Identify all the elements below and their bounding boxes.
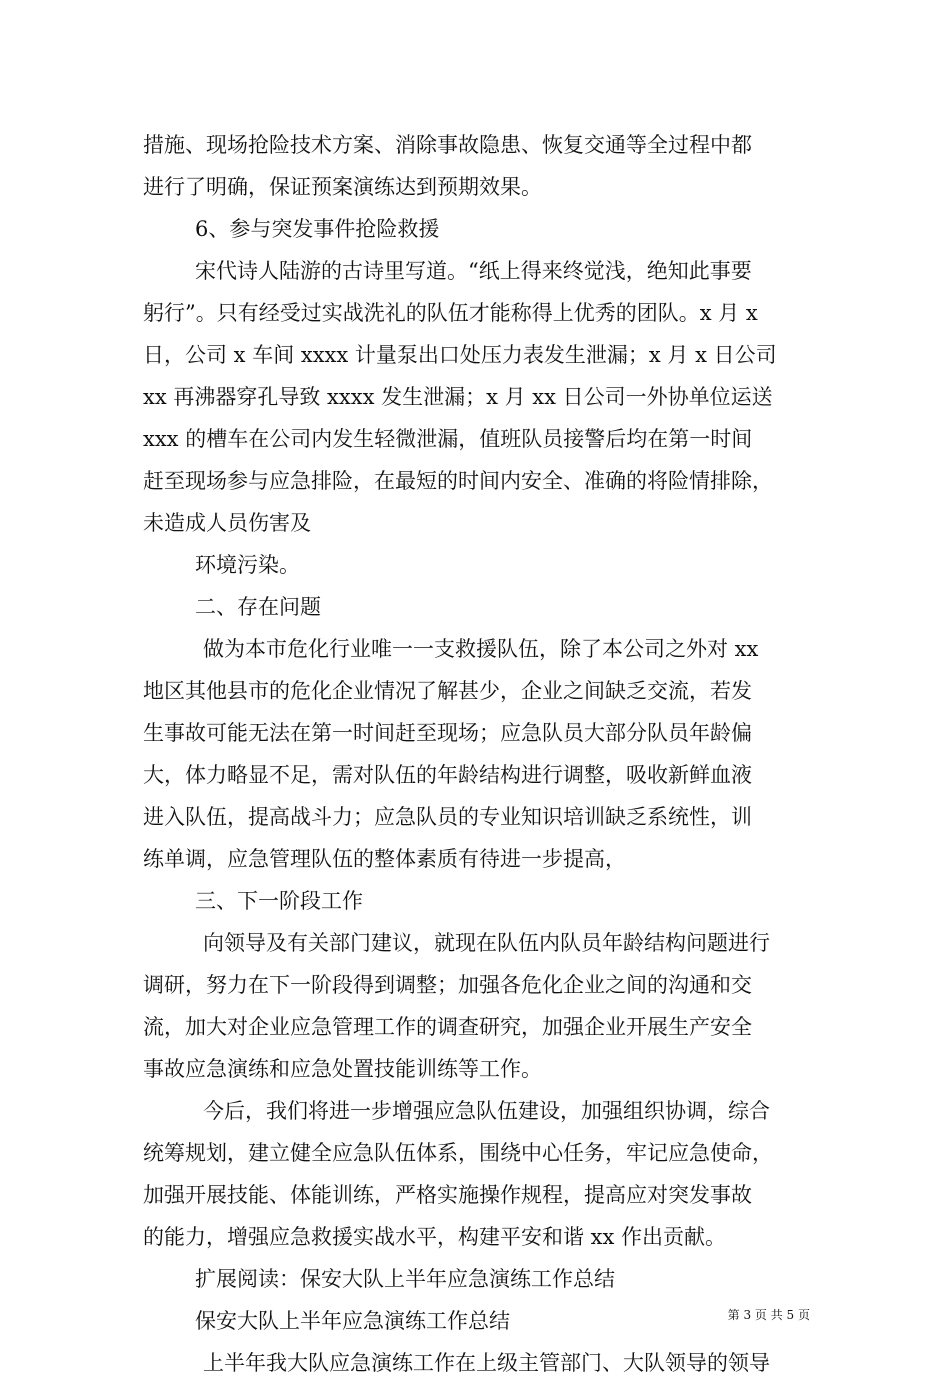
- section-heading: 6、参与突发事件抢险救援: [195, 217, 440, 241]
- text-line: 加强开展技能、体能训练，严格实施操作规程，提高应对突发事故: [143, 1183, 752, 1207]
- document-body: [143, 124, 813, 1384]
- text-line: 调研，努力在下一阶段得到调整；加强各危化企业之间的沟通和交: [143, 973, 752, 997]
- text-line: 宋代诗人陆游的古诗里写道。“纸上得来终觉浅，绝知此事要: [195, 259, 752, 283]
- text-line: 练单调，应急管理队伍的整体素质有待进一步提高，: [143, 847, 626, 871]
- text-line: 赶至现场参与应急排险，在最短的时间内安全、准确的将险情排除，: [143, 469, 773, 493]
- text-line: xx 再沸器穿孔导致 xxxx 发生泄漏；x 月 xx 日公司一外协单位运送: [143, 385, 773, 409]
- text-line: 的能力，增强应急救援实战水平，构建平安和谐 xx 作出贡献。: [143, 1225, 727, 1249]
- text-line: 进入队伍，提高战斗力；应急队员的专业知识培训缺乏系统性，训: [143, 805, 752, 829]
- text-line: 日，公司 x 车间 xxxx 计量泵出口处压力表发生泄漏；x 月 x 日公司: [143, 343, 777, 367]
- text-line: 大，体力略显不足，需对队伍的年龄结构进行调整，吸收新鲜血液: [143, 763, 752, 787]
- page-number: 第 3 页 共 5 页: [727, 1308, 810, 1322]
- text-line: 环境污染。: [195, 553, 300, 577]
- section-heading: 二、存在问题: [195, 595, 321, 619]
- text-line: 扩展阅读：保安大队上半年应急演练工作总结: [195, 1267, 615, 1291]
- text-line: 向领导及有关部门建议，就现在队伍内队员年龄结构问题进行: [203, 931, 770, 955]
- text-line: 上半年我大队应急演练工作在上级主管部门、大队领导的领导: [203, 1351, 770, 1375]
- text-line: 保安大队上半年应急演练工作总结: [195, 1309, 510, 1333]
- text-line: 做为本市危化行业唯一一支救援队伍，除了本公司之外对 xx: [203, 637, 759, 661]
- text-line: 措施、现场抢险技术方案、消除事故隐患、恢复交通等全过程中都: [143, 133, 752, 157]
- text-line: 未造成人员伤害及: [143, 511, 311, 535]
- text-line: 躬行”。只有经受过实战洗礼的队伍才能称得上优秀的团队。x 月 x: [143, 301, 758, 325]
- text-line: 地区其他县市的危化企业情况了解甚少，企业之间缺乏交流，若发: [143, 679, 752, 703]
- text-line: 统筹规划，建立健全应急队伍体系，围绕中心任务，牢记应急使命，: [143, 1141, 773, 1165]
- text-line: 进行了明确，保证预案演练达到预期效果。: [143, 175, 542, 199]
- text-line: 事故应急演练和应急处置技能训练等工作。: [143, 1057, 542, 1081]
- text-line: 今后，我们将进一步增强应急队伍建设，加强组织协调，综合: [203, 1099, 770, 1123]
- text-line: xxx 的槽车在公司内发生轻微泄漏，值班队员接警后均在第一时间: [143, 427, 753, 451]
- text-line: 生事故可能无法在第一时间赶至现场；应急队员大部分队员年龄偏: [143, 721, 752, 745]
- section-heading: 三、下一阶段工作: [195, 889, 363, 913]
- text-line: 流，加大对企业应急管理工作的调查研究，加强企业开展生产安全: [143, 1015, 752, 1039]
